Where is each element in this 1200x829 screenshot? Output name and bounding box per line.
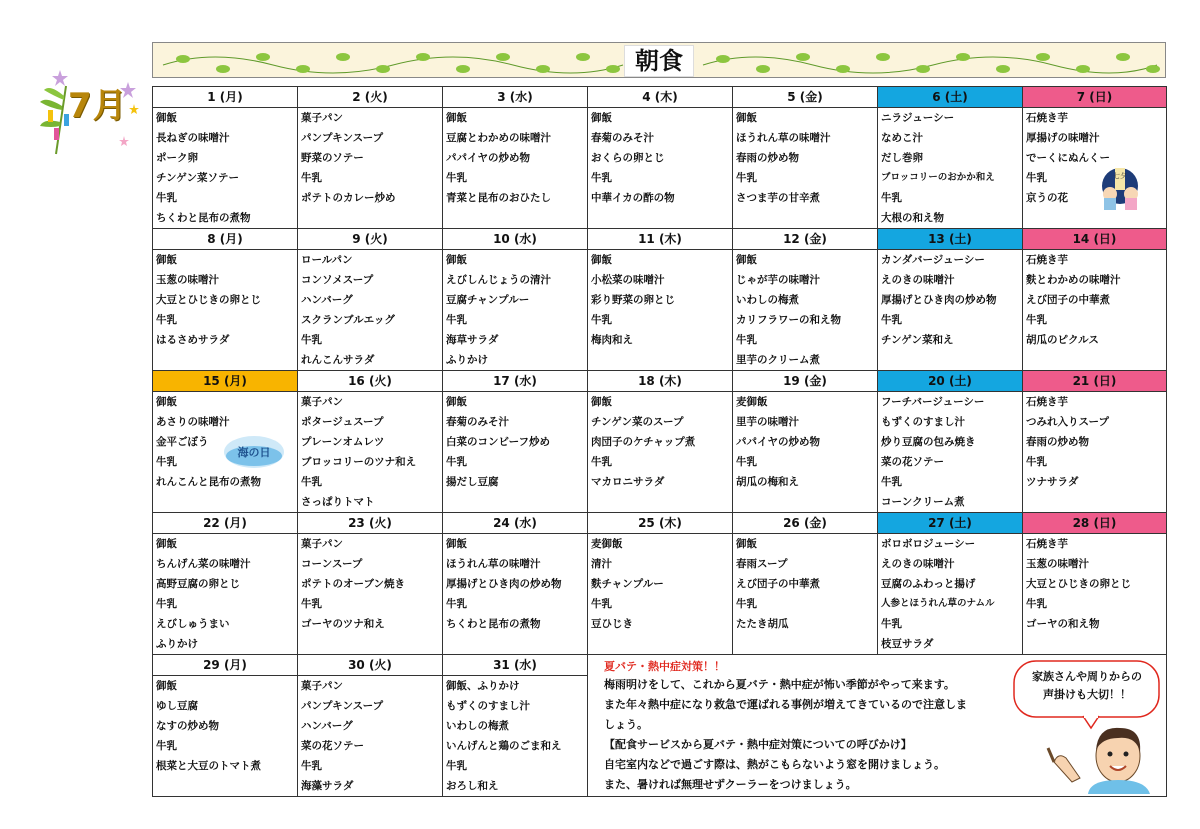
menu-item: 長ねぎの味噌汁 xyxy=(156,132,230,144)
day-header: 5 (金) xyxy=(733,87,878,108)
day-header: 13 (土) xyxy=(878,229,1023,250)
menu-item: コンソメスープ xyxy=(301,274,374,286)
menu-item: 御飯 xyxy=(736,254,757,266)
menu-item: ちくわと昆布の煮物 xyxy=(446,618,541,630)
menu-item: ボロボロジューシー xyxy=(881,538,976,550)
day-header: 18 (木) xyxy=(588,371,733,392)
menu-item: 牛乳 xyxy=(446,172,467,184)
week-header-row xyxy=(153,513,1167,534)
notice-line: 自宅室内などで過ごす際は、熱がこもらないよう窓を開けましょう。 xyxy=(604,758,945,771)
day-header: 7 (日) xyxy=(1023,87,1167,108)
day-header: 16 (火) xyxy=(298,371,443,392)
menu-item: ツナサラダ xyxy=(1026,476,1079,488)
day-menu-cell xyxy=(588,534,733,655)
day-menu-cell xyxy=(443,108,588,229)
menu-item: おろし和え xyxy=(446,780,499,792)
menu-item: チンゲン菜のスープ xyxy=(591,416,684,428)
menu-item: 麩チャンプルー xyxy=(591,578,664,590)
day-menu-cell xyxy=(1023,534,1167,655)
menu-item: 里芋のクリーム煮 xyxy=(736,354,820,366)
menu-item: 御飯 xyxy=(156,538,177,550)
menu-item: ほうれん草の味噌汁 xyxy=(736,132,831,144)
notice-body xyxy=(604,675,1014,795)
day-menu-cell xyxy=(443,676,588,797)
menu-item: 清汁 xyxy=(591,558,612,570)
menu-item: 大根の和え物 xyxy=(881,212,944,224)
menu-item: じゃが芋の味噌汁 xyxy=(736,274,820,286)
week-header-row xyxy=(153,87,1167,108)
notice-line: また、暑ければ無理せずクーラーをつけましょう。 xyxy=(604,778,857,791)
bubble-line-1: 家族さんや周りからの xyxy=(1032,670,1142,683)
title-banner xyxy=(152,42,1166,78)
menu-item: 牛乳 xyxy=(1026,172,1047,184)
bubble-line-2: 声掛けも大切！！ xyxy=(1043,688,1131,701)
menu-item: 牛乳 xyxy=(156,456,177,468)
day-menu-cell xyxy=(298,534,443,655)
menu-item: 玉葱の味噌汁 xyxy=(1026,558,1089,570)
menu-item: ポーク卵 xyxy=(156,152,198,164)
menu-item: 牛乳 xyxy=(301,334,322,346)
menu-item: ニラジューシー xyxy=(881,112,955,124)
menu-item: 豆腐チャンプルー xyxy=(446,294,530,306)
menu-item: ふりかけ xyxy=(446,354,488,366)
menu-item: ブロッコリーのおかか和え xyxy=(881,172,995,183)
day-menu-cell xyxy=(153,676,298,797)
week-menu-row xyxy=(153,108,1167,229)
menu-item: 豆ひじき xyxy=(591,618,633,630)
day-menu-cell xyxy=(298,108,443,229)
week-menu-row xyxy=(153,250,1167,371)
menu-item: 御飯 xyxy=(156,112,177,124)
day-menu-cell xyxy=(443,392,588,513)
menu-item: コーンスープ xyxy=(301,558,363,570)
menu-item: 御飯 xyxy=(446,112,467,124)
notice-line: 【配食サービスから夏バテ・熱中症対策についての呼びかけ】 xyxy=(604,738,912,751)
menu-item: つみれ入りスープ xyxy=(1026,416,1109,428)
menu-item: ロールパン xyxy=(301,254,353,266)
menu-item: 菓子パン xyxy=(301,538,343,550)
staff-illustration xyxy=(1040,722,1160,794)
menu-item: 麩とわかめの味噌汁 xyxy=(1026,274,1121,286)
menu-item: ハンバーグ xyxy=(301,720,353,732)
menu-item: ポテトのオーブン焼き xyxy=(301,578,406,590)
day-header: 8 (月) xyxy=(153,229,298,250)
day-menu-cell xyxy=(733,250,878,371)
menu-item: 麦御飯 xyxy=(736,396,768,408)
day-menu-cell xyxy=(878,108,1023,229)
menu-item: 牛乳 xyxy=(301,598,322,610)
day-menu-cell xyxy=(878,250,1023,371)
menu-item: チンゲン菜ソテー xyxy=(156,172,240,184)
menu-item: 炒り豆腐の包み焼き xyxy=(881,436,976,448)
sea-day-label: 海の日 xyxy=(237,446,271,459)
menu-item: マカロニサラダ xyxy=(591,476,665,488)
week-header-row xyxy=(153,371,1167,392)
menu-item: ちんげん菜の味噌汁 xyxy=(156,558,251,570)
menu-item: 白菜のコンビーフ炒め xyxy=(446,436,551,448)
menu-item: フーチバージューシー xyxy=(881,396,985,408)
menu-item: いわしの梅煮 xyxy=(446,720,509,732)
week-header-row xyxy=(153,229,1167,250)
day-menu-cell xyxy=(1023,108,1167,229)
menu-item: 牛乳 xyxy=(156,314,177,326)
menu-item: 厚揚げの味噌汁 xyxy=(1026,132,1100,144)
menu-item: さつま芋の甘辛煮 xyxy=(736,192,820,204)
bamboo-leaves-icon xyxy=(40,86,69,154)
menu-item: パパイヤの炒め物 xyxy=(736,436,820,448)
day-header: 28 (日) xyxy=(1023,513,1167,534)
menu-item: 豆腐のふわっと揚げ xyxy=(881,578,976,590)
day-header: 26 (金) xyxy=(733,513,878,534)
menu-item: 御飯 xyxy=(591,396,612,408)
menu-item: 牛乳 xyxy=(881,314,902,326)
menu-item: 玉葱の味噌汁 xyxy=(156,274,219,286)
menu-item: おくらの卵とじ xyxy=(591,152,665,164)
day-header: 17 (水) xyxy=(443,371,588,392)
menu-item: 牛乳 xyxy=(736,456,757,468)
menu-item: えび団子の中華煮 xyxy=(736,578,820,590)
menu-item: 里芋の味噌汁 xyxy=(736,416,799,428)
day-header: 23 (火) xyxy=(298,513,443,534)
menu-item: 牛乳 xyxy=(446,598,467,610)
menu-item: えのきの味噌汁 xyxy=(881,274,955,286)
menu-item: 大豆とひじきの卵とじ xyxy=(156,294,261,306)
menu-item: 牛乳 xyxy=(301,760,322,772)
menu-item: 御飯 xyxy=(736,112,757,124)
menu-item: 牛乳 xyxy=(881,476,902,488)
day-menu-cell xyxy=(878,392,1023,513)
menu-item: 胡瓜の梅和え xyxy=(736,476,799,488)
menu-item: 御飯 xyxy=(156,254,177,266)
menu-item: 梅肉和え xyxy=(591,334,633,346)
menu-item: いんげんと鶏のごま和え xyxy=(446,740,562,752)
day-menu-cell xyxy=(588,392,733,513)
menu-item: カンダバージューシー xyxy=(881,254,985,266)
month-label: 7月 xyxy=(68,86,128,126)
menu-item: プレーンオムレツ xyxy=(301,436,385,448)
menu-item: 牛乳 xyxy=(591,456,612,468)
menu-item: 石焼き芋 xyxy=(1026,538,1068,550)
menu-item: ブロッコリーのツナ和え xyxy=(301,456,417,468)
menu-item: 牛乳 xyxy=(156,740,177,752)
menu-item: 牛乳 xyxy=(736,598,757,610)
menu-item: 石焼き芋 xyxy=(1026,112,1068,124)
menu-item: 御飯 xyxy=(446,254,467,266)
day-header: 15 (月) xyxy=(153,371,298,392)
day-header: 14 (日) xyxy=(1023,229,1167,250)
menu-item: もずくのすまし汁 xyxy=(881,416,965,428)
menu-item: 御飯 xyxy=(446,396,467,408)
menu-item: ゆし豆腐 xyxy=(156,700,198,712)
day-header: 11 (木) xyxy=(588,229,733,250)
menu-item: ちくわと昆布の煮物 xyxy=(156,212,251,224)
menu-item: 牛乳 xyxy=(301,172,322,184)
menu-item: 牛乳 xyxy=(156,598,177,610)
menu-item: さっぱりトマト xyxy=(301,496,375,508)
day-header: 1 (月) xyxy=(153,87,298,108)
menu-item: 牛乳 xyxy=(881,192,902,204)
menu-item: 牛乳 xyxy=(736,334,757,346)
menu-item: 春菊のみそ汁 xyxy=(591,132,654,144)
menu-item: れんこんと昆布の煮物 xyxy=(156,476,261,488)
menu-item: スクランブルエッグ xyxy=(301,314,395,326)
tanabata-icon xyxy=(1098,162,1142,212)
day-header: 3 (水) xyxy=(443,87,588,108)
menu-item: 海藻サラダ xyxy=(301,780,354,792)
menu-item: 牛乳 xyxy=(591,314,612,326)
day-header: 31 (水) xyxy=(443,655,588,676)
menu-item: ゴーヤの和え物 xyxy=(1026,618,1100,630)
day-menu-cell xyxy=(443,534,588,655)
menu-item: カリフラワーの和え物 xyxy=(736,314,841,326)
menu-item: ポタージュスープ xyxy=(301,416,384,428)
day-menu-cell xyxy=(733,108,878,229)
menu-item: いわしの梅煮 xyxy=(736,294,799,306)
menu-item: 牛乳 xyxy=(881,618,902,630)
menu-item: 青菜と昆布のおひたし xyxy=(446,192,551,204)
menu-item: 厚揚げとひき肉の炒め物 xyxy=(446,578,562,590)
day-header: 2 (火) xyxy=(298,87,443,108)
menu-item: 豆腐とわかめの味噌汁 xyxy=(446,132,551,144)
menu-item: 牛乳 xyxy=(591,598,612,610)
menu-item: 胡瓜のピクルス xyxy=(1026,334,1099,346)
menu-item: 人参とほうれん草のナムル xyxy=(881,598,995,609)
menu-item: 牛乳 xyxy=(1026,456,1047,468)
menu-item: 京うの花 xyxy=(1026,192,1068,204)
day-menu-cell xyxy=(298,392,443,513)
menu-item: 根菜と大豆のトマト煮 xyxy=(156,760,261,772)
menu-item: れんこんサラダ xyxy=(301,354,375,366)
notice-title: 夏バテ・熱中症対策！！ xyxy=(604,660,725,673)
day-menu-cell xyxy=(153,108,298,229)
tanabata-label: 七夕 xyxy=(1113,172,1127,180)
day-header: 22 (月) xyxy=(153,513,298,534)
menu-item: 菓子パン xyxy=(301,396,343,408)
menu-item: 麦御飯 xyxy=(591,538,623,550)
menu-item: パパイヤの炒め物 xyxy=(446,152,530,164)
day-menu-cell xyxy=(733,534,878,655)
day-menu-cell xyxy=(588,250,733,371)
menu-item: 大豆とひじきの卵とじ xyxy=(1026,578,1131,590)
menu-item: 厚揚げとひき肉の炒め物 xyxy=(881,294,997,306)
menu-item: えびしんじょうの清汁 xyxy=(446,274,551,286)
page-title: 朝食 xyxy=(624,45,694,77)
day-menu-cell xyxy=(443,250,588,371)
day-menu-cell xyxy=(1023,392,1167,513)
day-header: 24 (水) xyxy=(443,513,588,534)
menu-item: 野菜のソテー xyxy=(301,152,364,164)
day-header: 21 (日) xyxy=(1023,371,1167,392)
menu-item: 御飯 xyxy=(156,396,177,408)
menu-item: 牛乳 xyxy=(446,760,467,772)
menu-item: 石焼き芋 xyxy=(1026,254,1068,266)
menu-item: えのきの味噌汁 xyxy=(881,558,955,570)
menu-item: 牛乳 xyxy=(736,172,757,184)
menu-item: たたき胡瓜 xyxy=(736,618,789,630)
week-menu-row xyxy=(153,392,1167,513)
menu-item: 牛乳 xyxy=(1026,314,1047,326)
menu-item: 菜の花ソテー xyxy=(301,740,364,752)
day-header: 19 (金) xyxy=(733,371,878,392)
menu-item: チンゲン菜和え xyxy=(881,334,954,346)
day-header: 20 (土) xyxy=(878,371,1023,392)
menu-item: 春雨スープ xyxy=(736,558,788,570)
day-header: 25 (木) xyxy=(588,513,733,534)
menu-item: えび団子の中華煮 xyxy=(1026,294,1110,306)
menu-item: でーくにぬんくー xyxy=(1026,152,1110,164)
notice-line: また年々熱中症になり救急で運ばれる事例が増えてきているので注意しま xyxy=(604,698,967,711)
day-header: 4 (木) xyxy=(588,87,733,108)
menu-item: 海草サラダ xyxy=(446,334,499,346)
menu-item: 小松菜の味噌汁 xyxy=(591,274,665,286)
menu-item: 高野豆腐の卵とじ xyxy=(156,578,240,590)
menu-item: 枝豆サラダ xyxy=(881,638,934,650)
menu-item: えびしゅうまい xyxy=(156,618,230,630)
menu-item: コーンクリーム煮 xyxy=(881,496,965,508)
menu-item: 菓子パン xyxy=(301,680,343,692)
menu-item: 牛乳 xyxy=(591,172,612,184)
menu-item: 御飯 xyxy=(591,112,612,124)
day-header: 12 (金) xyxy=(733,229,878,250)
menu-item: 御飯 xyxy=(591,254,612,266)
menu-item: ポテトのカレー炒め xyxy=(301,192,396,204)
day-header: 30 (火) xyxy=(298,655,443,676)
menu-item: もずくのすまし汁 xyxy=(446,700,530,712)
menu-item: だし巻卵 xyxy=(881,152,923,164)
day-menu-cell xyxy=(1023,250,1167,371)
menu-item: ふりかけ xyxy=(156,638,198,650)
menu-item: 石焼き芋 xyxy=(1026,396,1068,408)
bubble-text xyxy=(1018,668,1156,704)
menu-item: ゴーヤのツナ和え xyxy=(301,618,385,630)
menu-item: 春雨の炒め物 xyxy=(1026,436,1089,448)
day-header: 29 (月) xyxy=(153,655,298,676)
menu-item: ほうれん草の味噌汁 xyxy=(446,558,541,570)
menu-item: あさりの味噌汁 xyxy=(156,416,230,428)
day-menu-cell xyxy=(878,534,1023,655)
menu-item: 金平ごぼう xyxy=(156,436,209,448)
menu-item: 中華イカの酢の物 xyxy=(591,192,675,204)
day-menu-cell xyxy=(733,392,878,513)
menu-item: 揚だし豆腐 xyxy=(446,476,499,488)
menu-item: ハンバーグ xyxy=(301,294,353,306)
day-header: 10 (水) xyxy=(443,229,588,250)
day-menu-cell xyxy=(153,250,298,371)
notice-line: 梅雨明けをして、これから夏バテ・熱中症が怖い季節がやって来ます。 xyxy=(604,678,955,691)
sea-day-icon xyxy=(222,434,286,470)
menu-item: 御飯、ふりかけ xyxy=(446,680,520,692)
menu-item: パンプキンスープ xyxy=(301,700,384,712)
menu-item: 御飯 xyxy=(446,538,467,550)
day-menu-cell xyxy=(298,250,443,371)
menu-item: 春雨の炒め物 xyxy=(736,152,799,164)
menu-item: 牛乳 xyxy=(446,314,467,326)
menu-item: パンプキンスープ xyxy=(301,132,384,144)
menu-item: 御飯 xyxy=(736,538,757,550)
menu-item: 肉団子のケチャップ煮 xyxy=(591,436,696,448)
menu-item: 菜の花ソテー xyxy=(881,456,944,468)
menu-item: 菓子パン xyxy=(301,112,343,124)
menu-item: なすの炒め物 xyxy=(156,720,219,732)
menu-item: 牛乳 xyxy=(156,192,177,204)
day-header: 9 (火) xyxy=(298,229,443,250)
day-header: 27 (土) xyxy=(878,513,1023,534)
menu-item: 牛乳 xyxy=(301,476,322,488)
week-menu-row xyxy=(153,534,1167,655)
notice-line: しょう。 xyxy=(604,718,648,731)
menu-item: 彩り野菜の卵とじ xyxy=(591,294,675,306)
day-menu-cell xyxy=(153,534,298,655)
menu-item: なめこ汁 xyxy=(881,132,923,144)
menu-item: 御飯 xyxy=(156,680,177,692)
day-menu-cell xyxy=(298,676,443,797)
day-menu-cell xyxy=(588,108,733,229)
menu-item: 春菊のみそ汁 xyxy=(446,416,509,428)
menu-item: 牛乳 xyxy=(1026,598,1047,610)
day-header: 6 (土) xyxy=(878,87,1023,108)
menu-item: 牛乳 xyxy=(446,456,467,468)
menu-item: はるさめサラダ xyxy=(156,334,230,346)
